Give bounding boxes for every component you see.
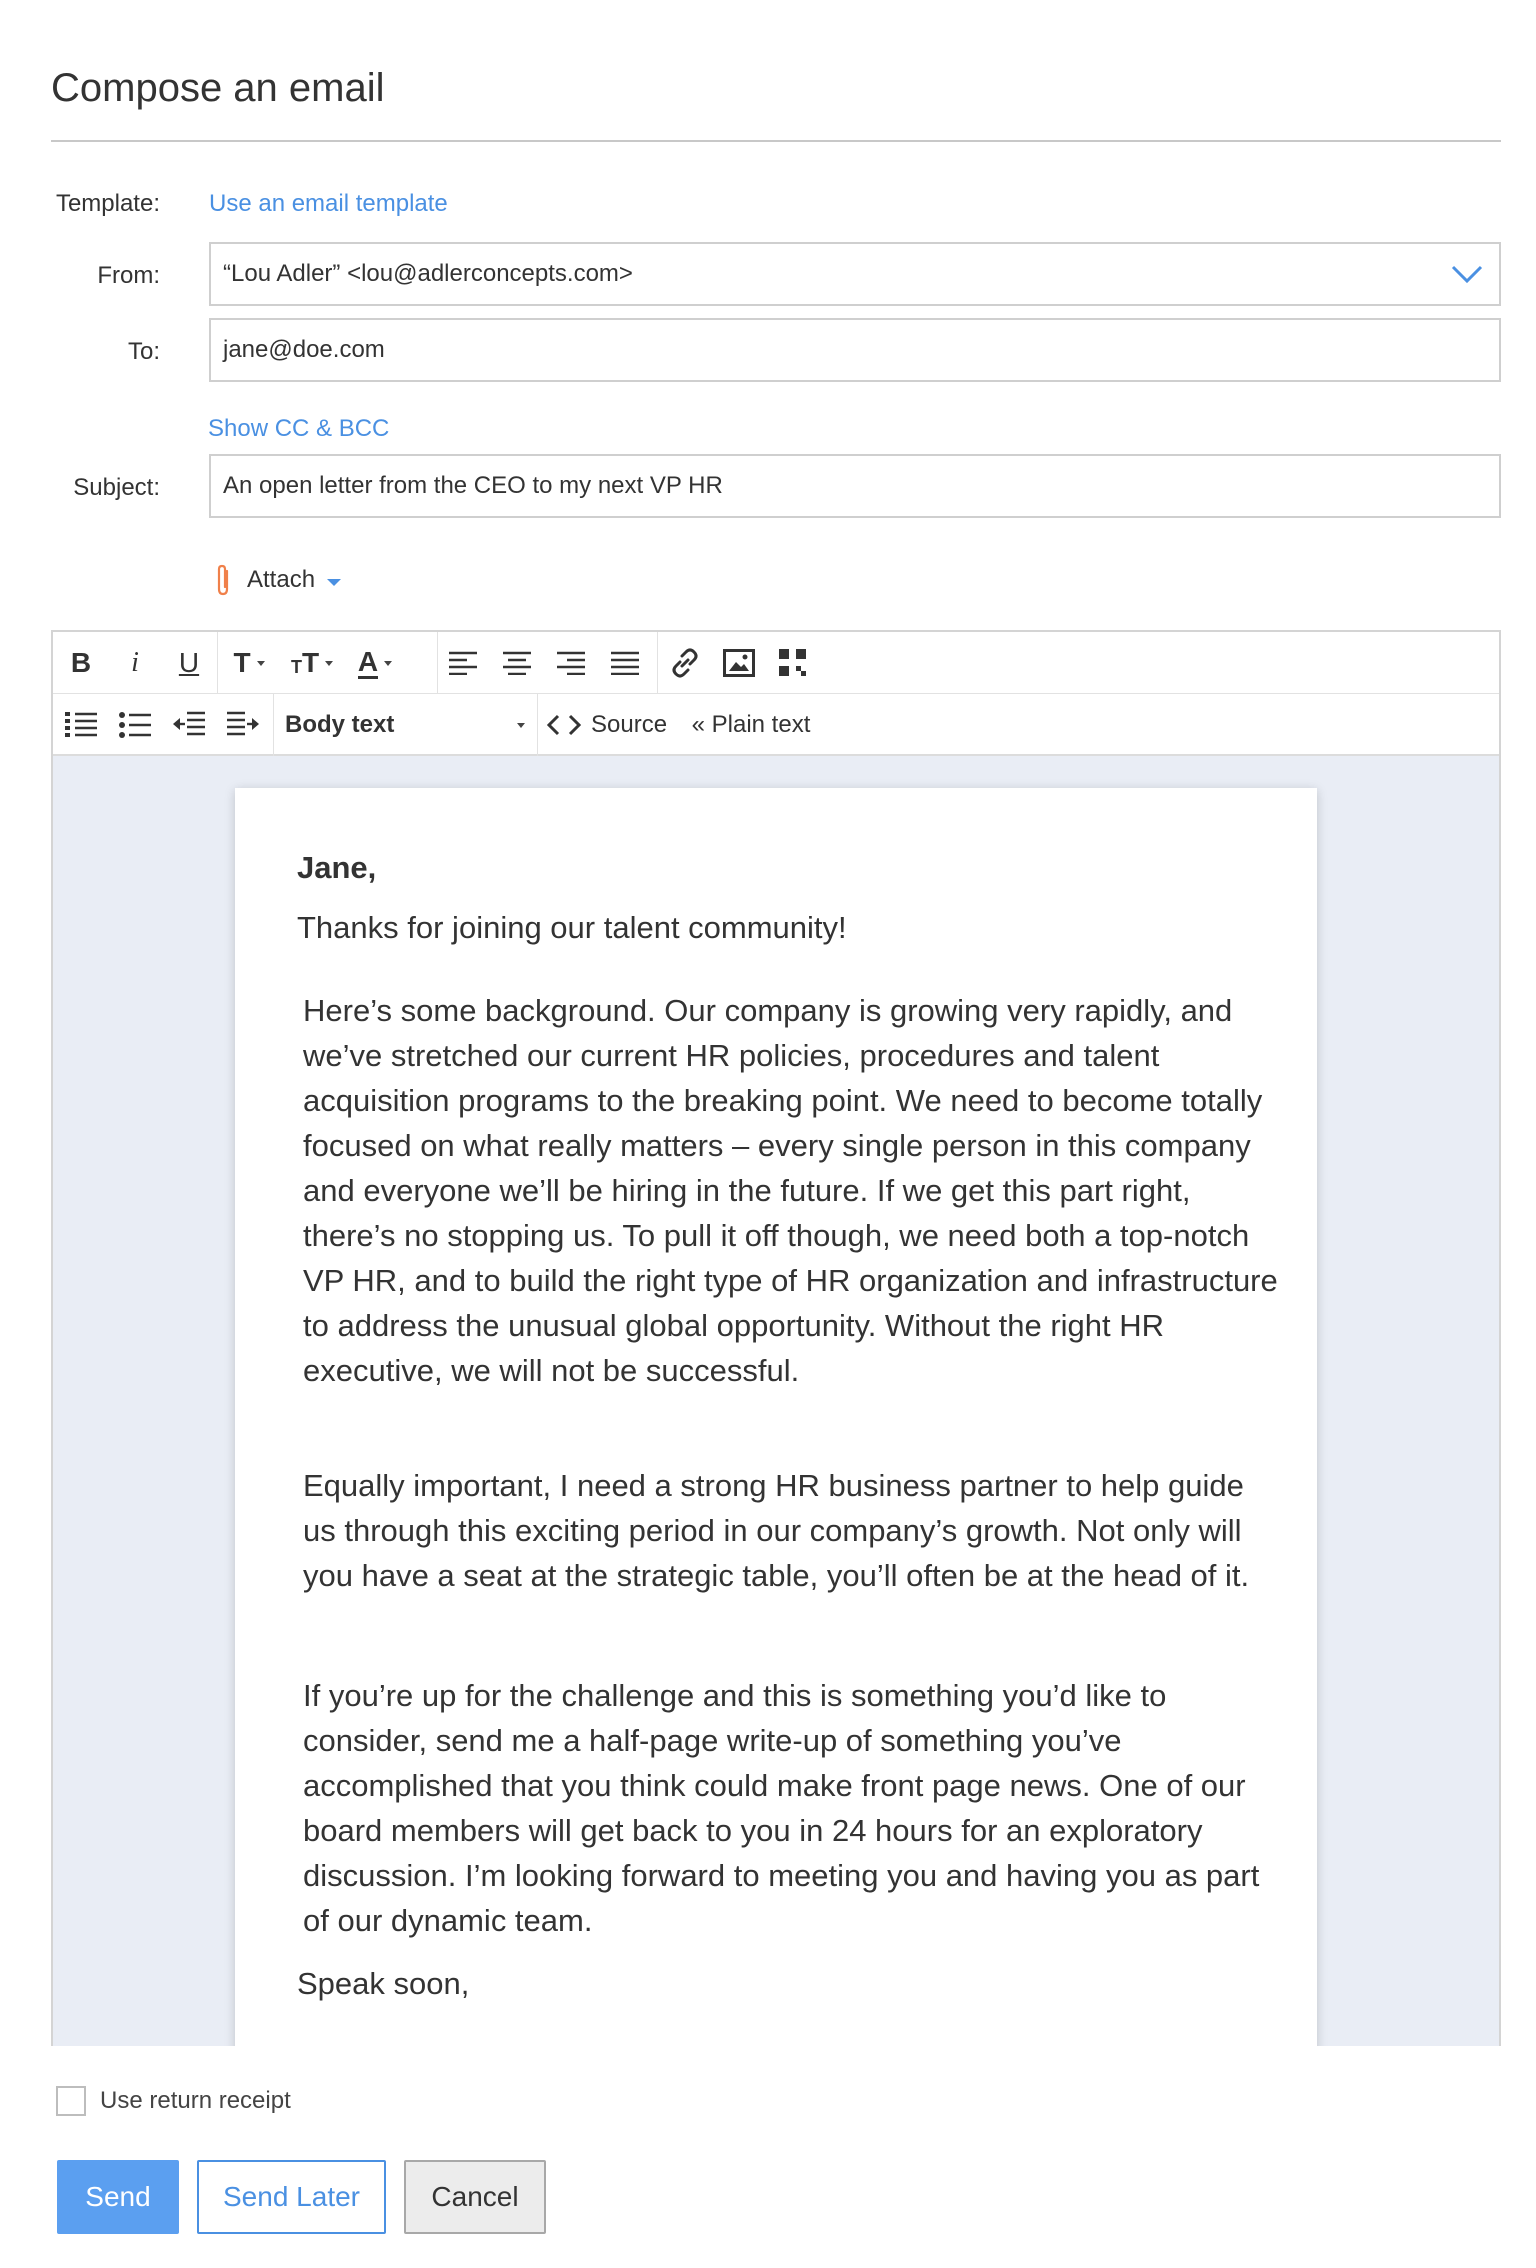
more-options-button[interactable]	[773, 640, 813, 686]
link-icon	[670, 648, 700, 678]
to-field[interactable]	[209, 318, 1501, 382]
attach-button[interactable]	[213, 562, 341, 598]
numbered-list-icon	[65, 711, 97, 739]
text-color-icon: A	[357, 645, 379, 677]
subject-value: An open letter from the CEO to my next VP HR	[223, 472, 723, 499]
to-label: To:	[127, 338, 160, 365]
image-icon	[723, 649, 755, 677]
italic-button[interactable]	[117, 640, 153, 686]
bullet-list-button[interactable]	[115, 702, 155, 748]
body-paragraph: If you’re up for the challenge and this is something you’d like to consider, send me a half-page write-up of something you’ve accomplished that you think could make front page news. One of our board members will get back to you in 24 hours for an exploratory discussion. I’m looking forward to meeting you and having you as part of our dynamic team.	[303, 1678, 1260, 1938]
source-label: Source	[591, 711, 668, 738]
return-receipt-label: Use return receipt	[100, 2087, 291, 2114]
from-value: “Lou Adler” <lou@adlerconcepts.com>	[223, 260, 633, 287]
toolbar-row-1	[53, 632, 1499, 694]
bullet-list-icon	[119, 711, 151, 739]
font-icon: T	[233, 647, 251, 678]
toolbar-divider	[437, 632, 438, 694]
bold-button[interactable]	[63, 640, 99, 686]
title-divider	[51, 140, 1501, 142]
template-label: Template:	[55, 190, 160, 217]
salutation: Jane,	[297, 850, 377, 885]
align-left-button[interactable]	[445, 640, 481, 686]
underline-icon: U	[178, 647, 200, 678]
subject-label: Subject:	[73, 474, 160, 501]
from-select[interactable]	[209, 242, 1501, 306]
outdent-button[interactable]	[169, 702, 209, 748]
caret-down-icon	[325, 661, 333, 666]
font-size-button[interactable]	[283, 640, 341, 686]
toolbar-divider	[537, 694, 538, 756]
paragraph-style-select[interactable]	[285, 702, 525, 748]
use-email-template-link[interactable]: Use an email template	[209, 190, 448, 217]
caret-down-icon	[327, 579, 341, 586]
bold-icon: B	[70, 647, 92, 678]
subject-field[interactable]	[209, 454, 1501, 518]
closing: Speak soon,	[297, 1966, 470, 2001]
caret-down-icon	[517, 723, 525, 728]
insert-image-button[interactable]	[719, 640, 759, 686]
return-receipt-checkbox[interactable]	[56, 2086, 86, 2116]
show-cc-bcc-link[interactable]: Show CC & BCC	[208, 415, 390, 442]
paragraph-style-value: Body text	[285, 711, 395, 738]
toolbar-row-2	[53, 694, 1499, 756]
font-size-icon: T	[290, 656, 302, 677]
indent-button[interactable]	[223, 702, 263, 748]
align-center-button[interactable]	[499, 640, 535, 686]
from-label: From:	[97, 262, 160, 289]
plain-text-link[interactable]: « Plain text	[691, 711, 811, 738]
cancel-button[interactable]: Cancel	[404, 2160, 546, 2234]
indent-icon	[227, 711, 259, 739]
underline-button[interactable]	[171, 640, 207, 686]
toolbar-divider	[217, 632, 218, 694]
body-paragraph: Equally important, I need a strong HR business partner to help guide us through this exciting period in our company’s growth. Not only will you have a seat at the strategic table, you’ll often be at the head of it.	[303, 1468, 1250, 1593]
italic-icon: i	[131, 647, 139, 678]
return-receipt-option[interactable]	[56, 2086, 291, 2116]
outdent-icon	[173, 711, 205, 739]
paperclip-icon	[213, 563, 233, 597]
toolbar-divider	[657, 632, 658, 694]
align-left-icon	[449, 651, 477, 675]
editor-toolbar	[53, 632, 1499, 756]
rich-text-editor[interactable]	[51, 630, 1501, 2046]
align-right-button[interactable]	[553, 640, 589, 686]
email-body[interactable]	[235, 788, 1317, 2046]
justify-button[interactable]	[607, 640, 643, 686]
font-size-icon-large: T	[301, 647, 320, 678]
insert-link-button[interactable]	[665, 640, 705, 686]
page-title: Compose an email	[51, 66, 385, 110]
intro-line: Thanks for joining our talent community!	[297, 910, 847, 945]
toolbar-divider	[273, 694, 274, 756]
numbered-list-button[interactable]	[61, 702, 101, 748]
code-icon	[547, 714, 581, 736]
grid-icon	[779, 649, 807, 677]
body-paragraph: Here’s some background. Our company is growing very rapidly, and we’ve stretched our current HR policies, procedures and talent acquisition programs to the breaking point. We need to become totally focused on what really matters – every single person in this company and everyone we’ll be hiring in the future. If we get this part right, there’s no stopping us. To pull it off though, we need both a top-notch VP HR, and to build the right type of HR organization and infrastructure to address the unusual global opportunity. Without the right HR executive, we will not be successful.	[303, 993, 1278, 1388]
text-color-button[interactable]	[351, 640, 399, 686]
send-later-button[interactable]: Send Later	[197, 2160, 386, 2234]
to-value: jane@doe.com	[223, 336, 385, 363]
caret-down-icon	[384, 661, 392, 666]
send-button[interactable]: Send	[57, 2160, 179, 2234]
font-family-button[interactable]	[225, 640, 273, 686]
attach-label: Attach	[247, 566, 316, 593]
justify-icon	[611, 651, 639, 675]
source-button[interactable]	[547, 702, 677, 748]
caret-down-icon	[257, 661, 265, 666]
align-right-icon	[557, 651, 585, 675]
chevron-down-icon	[1451, 264, 1483, 284]
align-center-icon	[503, 651, 531, 675]
